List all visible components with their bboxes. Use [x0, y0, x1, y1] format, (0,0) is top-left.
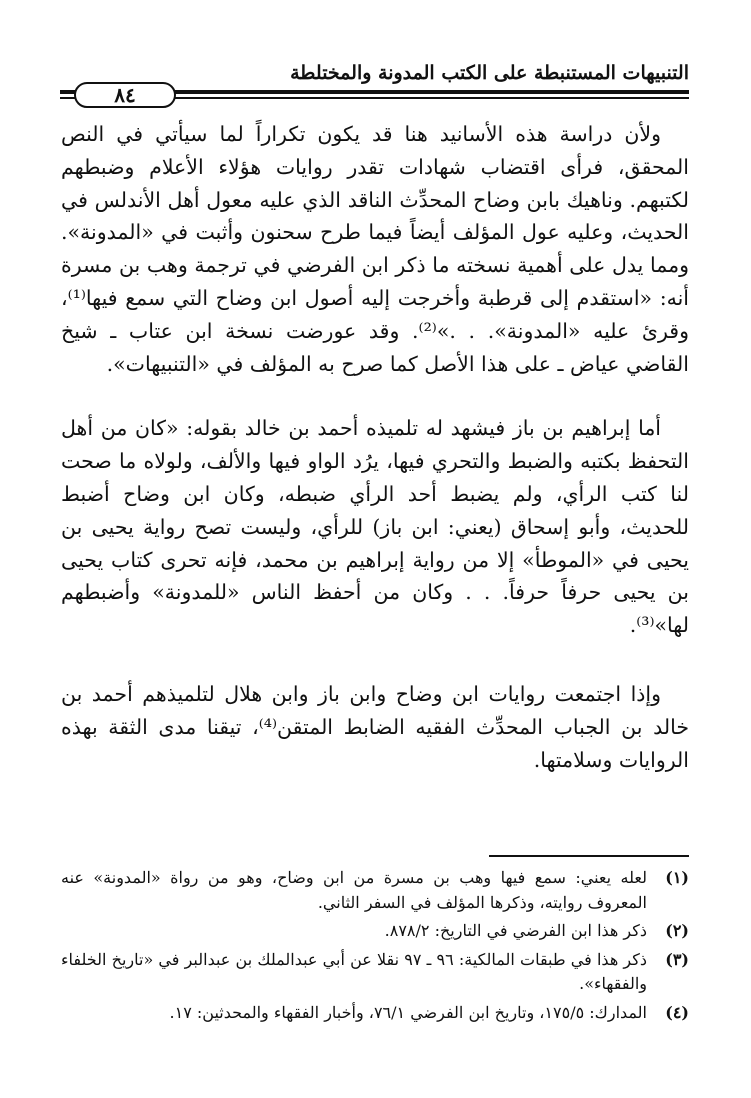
footnote-4: [61, 1001, 689, 1026]
page-number: ٨٤: [74, 82, 176, 108]
footnote-text: المدارك: ١٧٥/٥، وتاريخ ابن الفرضي ٧٦/١، وأخبار الفقهاء والمحدثين: ١٧.: [169, 1002, 647, 1022]
paragraph-2: أما إبراهيم بن باز فيشهد له تلميذه أحمد بن خالد بقوله: «كان من أهل التحفظ بكتبه والضبط والتحري فيها، يرُد الواو فيها والألف، ولولاه ما صحت لنا كتب الرأي، ولم يضبط أحد الرأي ضبطه، وكان ابن وضاح أضبط للحديث، وأبو إسحاق (يعني: ابن باز) للرأي، وليست تصح رواية يحيى بن يحيى في «الموطأ» إلا من رواية إبراهيم بن محمد، فإنه تحرى كتاب يحيى بن يحيى حرفاً حرفاً. . . وكان من أحفظ الناس «للمدونة» وأضبطهم لها»⁽³⁾.: [61, 416, 689, 638]
footnote-number: (٢): [665, 921, 689, 940]
footnote-text: ذكر هذا في طبقات المالكية: ٩٦ ـ ٩٧ نقلا عن أبي عبدالملك بن عبدالبر في «تاريخ الخلفاء والفقهاء».: [61, 949, 648, 993]
footnote-text: ذكر هذا ابن الفرضي في التاريخ: ٨٧٨/٢.: [384, 921, 647, 940]
main-text: [61, 118, 689, 776]
footnote-text: لعله يعني: سمع فيها وهب بن مسرة من ابن وضاح، وهو من رواة «المدونة» عنه المعروف روايته، وذكرها المؤلف في السفر الثاني.: [61, 868, 647, 912]
paragraph-1: ولأن دراسة هذه الأسانيد هنا قد يكون تكراراً لما سيأتي في النص المحقق، فرأى اقتضاب شهادات تقدر روايات هؤلاء الأعلام وضبطهم لكتبهم. وناهيك بابن وضاح المحدِّث الناقد الذي عليه معول أهل الأندلس في الحديث، وعليه عول المؤلف أيضاً فيما طرح سحنون وأثبت في «المدونة». ومما يدل على أهمية نسخته ما ذكر ابن الفرضي في ترجمة وهب بن مسرة أنه: «استقدم إلى قرطبة وأخرجت إليه أصول ابن وضاح التي سمع فيها⁽¹⁾، وقرئ عليه «المدونة». . .»⁽²⁾. وقد عورضت نسخة ابن عتاب ـ شيخ القاضي عياض ـ على هذا الأصل كما صرح به المؤلف في «التنبيهات».: [61, 122, 689, 376]
running-header-title: التنبيهات المستنبطة على الكتب المدونة والمختلطة: [290, 62, 689, 84]
footnotes: [61, 866, 689, 1029]
footnote-number: (١): [665, 868, 689, 887]
footnote-2: [61, 919, 689, 944]
paragraph-3: وإذا اجتمعت روايات ابن وضاح وابن باز وابن هلال لتلميذهم أحمد بن خالد بن الجباب المحدِّث الفقيه الضابط المتقن⁽⁴⁾، تيقنا مدى الثقة بهذه الروايات وسلامتها.: [61, 681, 689, 772]
footnote-number: (٣): [665, 949, 689, 969]
footnote-3: [61, 948, 689, 997]
footnote-number: (٤): [665, 1002, 689, 1022]
footnote-1: [61, 866, 689, 915]
header-rule: [60, 82, 689, 110]
footnote-separator: [489, 855, 689, 857]
